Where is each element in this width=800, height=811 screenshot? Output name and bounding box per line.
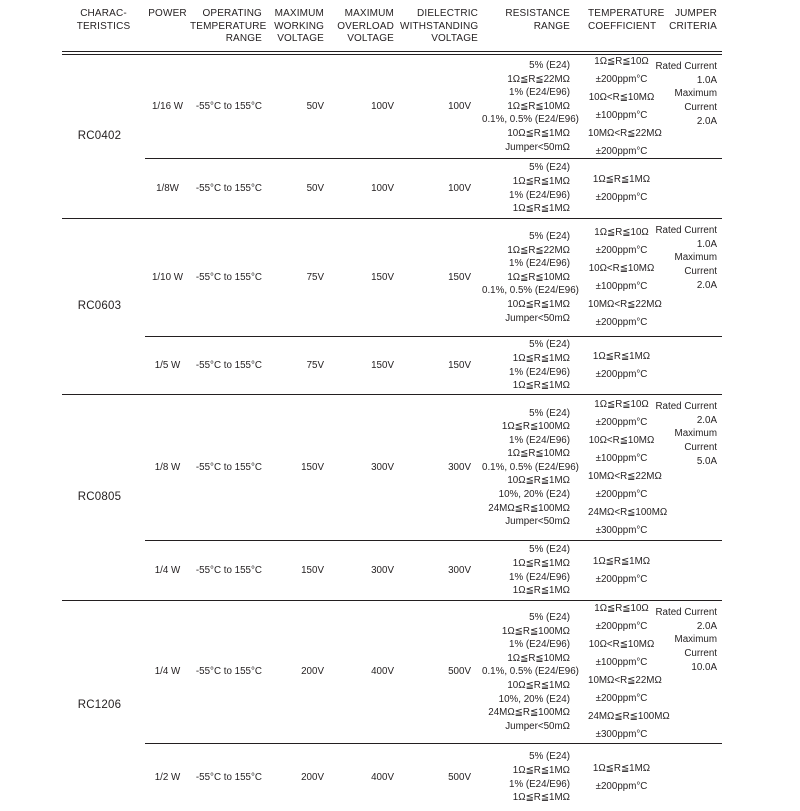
overload-voltage-cell: 300V [371, 461, 394, 473]
column-header-maximum-working-voltage [268, 6, 330, 46]
jumper-criteria-line: Current [684, 101, 717, 113]
working-voltage-cell: 50V [306, 100, 324, 112]
header-line: DIELECTRIC [417, 8, 478, 19]
temperature-coefficient-line: ±100ppm°C [595, 109, 648, 121]
temperature-coefficient-line: ±200ppm°C [595, 316, 648, 328]
column-header-temperature-coefficient [578, 6, 665, 46]
overload-voltage-cell: 150V [330, 336, 400, 394]
resistance-range-cell [482, 219, 578, 336]
resistance-range-line: 1Ω≦R≦22MΩ [507, 244, 570, 256]
resistance-range-line: 0.1%, 0.5% (E24/E96) [482, 666, 579, 678]
spec-table-header [62, 6, 722, 51]
temperature-range-cell: -55°C to 155°C [190, 540, 268, 600]
resistance-range-line: 0.1%, 0.5% (E24/E96) [482, 285, 579, 297]
temperature-coefficient-line: 10Ω<R≦10MΩ [588, 91, 655, 103]
jumper-criteria-cell [655, 158, 722, 218]
resistance-range-line: Jumper<50mΩ [505, 516, 570, 528]
temperature-coefficient-line: ±300ppm°C [595, 524, 648, 536]
working-voltage-cell: 150V [301, 461, 324, 473]
resistance-range-line: 5% (E24) [529, 60, 570, 72]
temperature-coefficient-line: ±200ppm°C [595, 780, 648, 792]
header-line: MAXIMUM [274, 8, 324, 19]
temperature-range-cell: -55°C to 155°C [190, 743, 268, 811]
header-line: TEMPERATURE [588, 8, 665, 19]
resistance-range-line: 1Ω≦R≦1MΩ [512, 558, 570, 570]
header-line: COEFFICIENT [588, 20, 657, 32]
temperature-range-cell: -55°C to 155°C [195, 271, 262, 283]
header-line: RANGE [533, 20, 570, 32]
resistance-range-line: 1% (E24/E96) [509, 258, 570, 270]
temperature-coefficient-line: 10Ω<R≦10MΩ [588, 262, 655, 274]
resistance-range-line: Jumper<50mΩ [505, 312, 570, 324]
spec-table-body [62, 55, 722, 811]
resistance-range-line: 1Ω≦R≦1MΩ [512, 765, 570, 777]
resistance-range-line: 1% (E24/E96) [509, 571, 570, 583]
resistance-range-line: 1Ω≦R≦1MΩ [512, 203, 570, 215]
power-cell: 1/4 W [145, 540, 190, 600]
header-line: JUMPER [674, 8, 717, 19]
overload-voltage-cell: 300V [330, 540, 400, 600]
resistance-range-line: 10%, 20% (E24) [498, 693, 570, 705]
resistance-range-line: 1Ω≦R≦1MΩ [512, 792, 570, 804]
resistance-range-line: 5% (E24) [529, 544, 570, 556]
temperature-coefficient-line: 1Ω≦R≦10Ω [594, 226, 649, 238]
jumper-criteria-line: Maximum [674, 252, 717, 264]
temperature-coefficient-cell [578, 336, 655, 394]
resistance-range-line: 5% (E24) [529, 612, 570, 623]
working-voltage-cell: 75V [306, 271, 324, 283]
resistance-range-line: 10Ω≦R≦1MΩ [507, 475, 570, 487]
withstanding-voltage-cell: 500V [448, 666, 471, 678]
resistance-range-line: 1Ω≦R≦1MΩ [512, 585, 570, 597]
resistance-range-line: Jumper<50mΩ [505, 141, 570, 153]
jumper-criteria-line: Current [684, 265, 717, 277]
series-block-rc0805 [62, 394, 722, 600]
series-block-rc0402 [62, 55, 722, 218]
jumper-criteria-cell [655, 336, 722, 394]
resistance-range-line: 1% (E24/E96) [509, 189, 570, 201]
working-voltage-cell: 200V [301, 666, 324, 678]
jumper-criteria-line: Current [684, 441, 717, 453]
header-line: TEMPERATURE [190, 20, 267, 32]
column-header-jumper-criteria [655, 6, 722, 46]
resistance-range-line: 10Ω≦R≦1MΩ [507, 299, 570, 311]
resistance-range-cell [482, 601, 578, 743]
temperature-range-cell: -55°C to 155°C [195, 666, 262, 678]
header-line: CRITERIA [669, 20, 717, 32]
resistance-range-line: 10%, 20% (E24) [498, 489, 570, 501]
header-line: OPERATING [202, 8, 262, 19]
resistance-range-line: 1% (E24/E96) [509, 778, 570, 790]
temperature-coefficient-line: ±200ppm°C [595, 416, 648, 428]
series-name: RC0402 [77, 129, 122, 142]
temperature-coefficient-line: 1Ω≦R≦10Ω [594, 398, 649, 410]
jumper-criteria-line: 2.0A [696, 414, 717, 426]
overload-voltage-cell: 150V [371, 271, 394, 283]
temperature-coefficient-line: 1Ω≦R≦1MΩ [592, 173, 651, 185]
withstanding-voltage-cell: 300V [400, 540, 482, 600]
resistance-range-line: 10Ω≦R≦1MΩ [507, 128, 570, 140]
resistance-range-line: 0.1%, 0.5% (E24/E96) [482, 461, 579, 473]
temperature-range-cell: -55°C to 155°C [195, 461, 262, 473]
resistance-range-cell [482, 540, 578, 600]
resistance-range-line: 5% (E24) [529, 231, 570, 243]
column-header-operating-temperature-range [190, 6, 268, 46]
jumper-criteria-cell [655, 395, 722, 540]
power-cell: 1/8 W [154, 461, 181, 473]
resistance-range-line: 24MΩ≦R≦100MΩ [488, 502, 570, 514]
resistance-range-cell [482, 336, 578, 394]
header-line: WITHSTANDING [400, 20, 479, 32]
temperature-coefficient-cell [578, 55, 662, 158]
temperature-coefficient-line: ±200ppm°C [595, 244, 648, 256]
overload-voltage-cell: 100V [330, 158, 400, 218]
resistance-range-line: 5% (E24) [529, 407, 570, 419]
resistance-range-cell [482, 743, 578, 811]
jumper-criteria-line: Maximum [674, 428, 717, 440]
column-header-resistance-range [482, 6, 578, 46]
temperature-coefficient-line: ±300ppm°C [595, 729, 648, 741]
temperature-coefficient-line: ±100ppm°C [595, 657, 648, 669]
resistance-range-line: 0.1%, 0.5% (E24/E96) [482, 114, 579, 126]
temperature-coefficient-line: 1Ω≦R≦1MΩ [592, 350, 651, 362]
power-cell: 1/2 W [145, 743, 190, 811]
temperature-coefficient-line: 1Ω≦R≦10Ω [594, 603, 649, 615]
overload-voltage-cell: 400V [330, 743, 400, 811]
temperature-coefficient-line: 24MΩ≦R≦100MΩ [588, 711, 670, 723]
withstanding-voltage-cell: 300V [448, 461, 471, 473]
temperature-coefficient-line: ±100ppm°C [595, 280, 648, 292]
resistance-range-line: 10Ω≦R≦1MΩ [507, 679, 570, 691]
power-cell: 1/10 W [151, 271, 184, 283]
series-name: RC0805 [77, 490, 122, 503]
jumper-criteria-line: 1.0A [696, 74, 717, 86]
temperature-coefficient-cell [578, 601, 670, 743]
resistance-range-cell [482, 395, 578, 540]
temperature-coefficient-cell [578, 395, 668, 540]
header-line: POWER [148, 8, 187, 19]
temperature-coefficient-line: 1Ω≦R≦1MΩ [592, 762, 651, 774]
temperature-coefficient-line: 10MΩ<R≦22MΩ [588, 470, 662, 482]
resistance-range-line: 1Ω≦R≦10MΩ [507, 271, 570, 283]
header-line: RESISTANCE [505, 8, 570, 19]
jumper-criteria-line: Maximum [674, 634, 717, 646]
working-voltage-cell: 50V [268, 158, 330, 218]
header-line: VOLTAGE [431, 33, 478, 45]
withstanding-voltage-cell: 150V [448, 271, 471, 283]
resistance-range-line: 1% (E24/E96) [509, 434, 570, 446]
column-header-maximum-overload-voltage [330, 6, 400, 46]
resistance-range-line: 1Ω≦R≦1MΩ [512, 380, 570, 392]
jumper-criteria-cell [655, 219, 722, 336]
temperature-coefficient-line: 10Ω<R≦10MΩ [588, 434, 655, 446]
temperature-coefficient-cell [578, 540, 655, 600]
resistance-range-line: 1Ω≦R≦10MΩ [507, 448, 570, 460]
jumper-criteria-line: Current [684, 647, 717, 659]
power-cell: 1/4 W [154, 666, 181, 678]
resistance-range-line: 5% (E24) [529, 162, 570, 174]
power-cell: 1/8W [145, 158, 190, 218]
jumper-criteria-cell [655, 743, 722, 811]
series-block-rc0603 [62, 218, 722, 394]
jumper-criteria-line: Rated Current [655, 401, 717, 413]
jumper-criteria-line: 1.0A [696, 238, 717, 250]
resistance-range-line: 1Ω≦R≦22MΩ [507, 73, 570, 85]
resistance-range-line: 24MΩ≦R≦100MΩ [488, 707, 570, 719]
header-line: VOLTAGE [277, 33, 324, 45]
jumper-criteria-line: Maximum [674, 88, 717, 100]
temperature-coefficient-line: ±200ppm°C [595, 191, 648, 203]
jumper-criteria-line: Rated Current [655, 61, 717, 73]
header-line: VOLTAGE [347, 33, 394, 45]
jumper-criteria-cell [655, 540, 722, 600]
jumper-criteria-line: Rated Current [655, 607, 717, 619]
temperature-coefficient-line: 10MΩ<R≦22MΩ [588, 675, 662, 687]
temperature-coefficient-line: 1Ω≦R≦10Ω [594, 55, 649, 67]
working-voltage-cell: 150V [268, 540, 330, 600]
resistance-range-line: 1Ω≦R≦1MΩ [512, 176, 570, 188]
jumper-criteria-line: 5.0A [696, 455, 717, 467]
overload-voltage-cell: 400V [371, 666, 394, 678]
temperature-coefficient-line: ±200ppm°C [595, 368, 648, 380]
jumper-criteria-line: 2.0A [696, 115, 717, 127]
temperature-coefficient-line: 24MΩ<R≦100MΩ [588, 506, 668, 518]
resistance-range-line: 1Ω≦R≦1MΩ [512, 353, 570, 365]
temperature-coefficient-cell [578, 158, 655, 218]
column-header-characteristics [62, 6, 145, 46]
temperature-coefficient-line: ±200ppm°C [595, 145, 648, 157]
resistance-range-line: 1Ω≦R≦100MΩ [501, 421, 570, 433]
temperature-coefficient-line: ±200ppm°C [595, 621, 648, 633]
resistance-range-cell [482, 55, 578, 158]
resistance-range-line: 5% (E24) [529, 751, 570, 763]
overload-voltage-cell: 100V [371, 100, 394, 112]
jumper-criteria-cell [655, 601, 722, 743]
withstanding-voltage-cell: 100V [448, 100, 471, 112]
series-name: RC1206 [77, 699, 122, 712]
resistance-range-line: 1% (E24/E96) [509, 366, 570, 378]
resistance-range-line: 5% (E24) [529, 339, 570, 351]
temperature-coefficient-line: 10Ω<R≦10MΩ [588, 639, 655, 651]
temperature-coefficient-line: 10MΩ<R≦22MΩ [588, 127, 662, 139]
header-line: TERISTICS [76, 20, 131, 32]
header-line: OVERLOAD [337, 20, 394, 32]
resistance-range-cell [482, 158, 578, 218]
header-line: WORKING [274, 20, 324, 32]
temperature-coefficient-line: ±100ppm°C [595, 452, 648, 464]
withstanding-voltage-cell: 150V [400, 336, 482, 394]
header-line: CHARAC- [80, 8, 127, 19]
resistance-range-line: 1Ω≦R≦10MΩ [507, 652, 570, 664]
header-line: RANGE [225, 33, 262, 45]
temperature-coefficient-cell [578, 219, 662, 336]
header-line: MAXIMUM [344, 8, 394, 19]
temperature-coefficient-line: 10MΩ<R≦22MΩ [588, 298, 662, 310]
series-block-rc1206 [62, 600, 722, 811]
jumper-criteria-line: Rated Current [655, 225, 717, 237]
series-name: RC0603 [77, 299, 122, 312]
temperature-coefficient-line: ±200ppm°C [595, 488, 648, 500]
temperature-coefficient-line: ±200ppm°C [595, 573, 648, 585]
resistance-range-line: 1Ω≦R≦10MΩ [507, 100, 570, 112]
temperature-range-cell: -55°C to 155°C [190, 158, 268, 218]
column-header-power [145, 6, 190, 46]
temperature-range-cell: -55°C to 155°C [195, 100, 262, 112]
temperature-coefficient-line: ±200ppm°C [595, 693, 648, 705]
working-voltage-cell: 200V [268, 743, 330, 811]
power-cell: 1/5 W [145, 336, 190, 394]
resistance-range-line: 1Ω≦R≦100MΩ [501, 625, 570, 637]
jumper-criteria-cell [655, 55, 722, 158]
withstanding-voltage-cell: 100V [400, 158, 482, 218]
jumper-criteria-line: 2.0A [696, 279, 717, 291]
temperature-coefficient-line: 1Ω≦R≦1MΩ [592, 555, 651, 567]
temperature-coefficient-line: ±200ppm°C [595, 73, 648, 85]
withstanding-voltage-cell: 500V [400, 743, 482, 811]
working-voltage-cell: 75V [268, 336, 330, 394]
resistance-range-line: 1% (E24/E96) [509, 87, 570, 99]
temperature-range-cell: -55°C to 155°C [190, 336, 268, 394]
jumper-criteria-line: 2.0A [696, 620, 717, 632]
power-cell: 1/16 W [151, 100, 184, 112]
resistance-range-line: Jumper<50mΩ [505, 720, 570, 732]
temperature-coefficient-cell [578, 743, 655, 811]
resistance-range-line: 1% (E24/E96) [509, 639, 570, 651]
column-header-dielectric-withstanding-voltage [400, 6, 482, 46]
jumper-criteria-line: 10.0A [691, 661, 717, 673]
